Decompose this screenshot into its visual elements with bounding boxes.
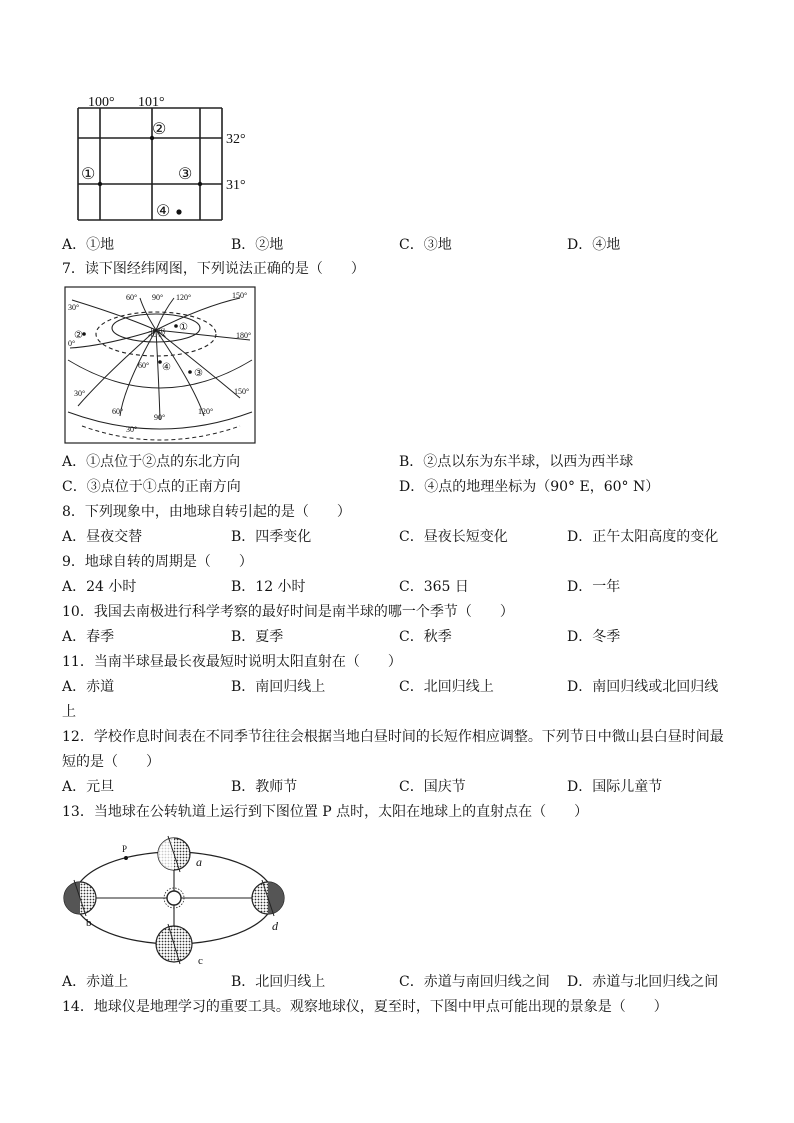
q8-option-d[interactable]: D．正午太阳高度的变化 xyxy=(567,529,719,545)
q11-option-b[interactable]: B．南回归线上 xyxy=(231,679,326,695)
q11-option-c[interactable]: C．北回归线上 xyxy=(399,679,494,695)
point-2-label: ② xyxy=(152,121,167,138)
q12-option-c[interactable]: C．国庆节 xyxy=(399,779,466,795)
q7-point-2-label: ② xyxy=(74,330,83,341)
q7-lon-label-150-top: 150° xyxy=(232,291,248,300)
q10-option-c[interactable]: C．秋季 xyxy=(399,629,452,645)
q6-option-a[interactable]: A．①地 xyxy=(62,237,115,253)
q6-option-c[interactable]: C．③地 xyxy=(399,237,452,253)
q12-option-a[interactable]: A．元旦 xyxy=(62,779,115,795)
q7-point-4-label: ④ xyxy=(162,362,171,373)
q7-option-c[interactable]: C．③点位于①点的正南方向 xyxy=(62,479,241,495)
q8-option-a[interactable]: A．昼夜交替 xyxy=(62,529,143,545)
q13-option-a[interactable]: A．赤道上 xyxy=(62,974,129,990)
lon-label-101: 101° xyxy=(138,95,165,110)
q7-option-b[interactable]: B．②点以东为东半球，以西为西半球 xyxy=(399,454,634,470)
earth-a-icon xyxy=(158,836,190,872)
point-3-dot xyxy=(198,182,202,186)
point-4-dot xyxy=(176,209,181,214)
q12-stem-line1: 12．学校作息时间表在不同季节往往会根据当地白昼时间的长短作相应调整。下列节日中微山县白昼时间最 xyxy=(62,729,724,745)
q7-polar-graticule-figure xyxy=(64,286,256,444)
q8-option-b[interactable]: B．四季变化 xyxy=(231,529,312,545)
q13-option-b[interactable]: B．北回归线上 xyxy=(231,974,326,990)
q11-stem: 11．当南半球昼最长夜最短时说明太阳直射在（ ） xyxy=(62,654,402,670)
label-d: d xyxy=(272,919,278,933)
q7-lon-label-150-bottom: 150° xyxy=(234,387,250,396)
q7-lat-label-30-left: 30° xyxy=(74,389,86,398)
q7-point-3-dot xyxy=(188,370,192,374)
point-p-dot xyxy=(124,856,128,860)
label-c: c xyxy=(198,955,203,967)
lat-label-31: 31° xyxy=(226,178,246,193)
q9-option-b[interactable]: B．12 小时 xyxy=(231,579,306,595)
q10-option-d[interactable]: D．冬季 xyxy=(567,629,621,645)
q7-lat-label-60: 60° xyxy=(138,361,150,370)
q12-stem-line2: 短的是（ ） xyxy=(62,754,160,770)
q11-option-a[interactable]: A．赤道 xyxy=(62,679,115,695)
q13-option-d[interactable]: D．赤道与北回归线之间 xyxy=(567,974,719,990)
label-b: b xyxy=(86,917,92,929)
q9-option-d[interactable]: D．一年 xyxy=(567,579,621,595)
q10-stem: 10．我国去南极进行科学考察的最好时间是南半球的哪一个季节（ ） xyxy=(62,604,514,620)
earth-c-icon xyxy=(156,924,192,964)
q7-stem: 7．读下图经纬网图，下列说法正确的是（ ） xyxy=(62,261,365,277)
q9-option-c[interactable]: C．365 日 xyxy=(399,579,469,595)
q7-lon-label-30-left: 30° xyxy=(68,303,80,312)
q13-stem: 13．当地球在公转轨道上运行到下图位置 P 点时，太阳在地球上的直射点在（ ） xyxy=(62,804,589,820)
q7-lon-label-180: 180° xyxy=(236,331,252,340)
earth-d-icon xyxy=(252,880,284,916)
q14-stem: 14．地球仪是地理学习的重要工具。观察地球仪，夏至时，下图中甲点可能出现的景象是（ ） xyxy=(62,999,668,1015)
sun-icon xyxy=(167,891,181,905)
q6-graticule-figure xyxy=(62,92,272,224)
lat-label-32: 32° xyxy=(226,132,246,147)
q9-stem: 9．地球自转的周期是（ ） xyxy=(62,554,253,570)
q11-option-d-wrap: 上 xyxy=(62,704,76,720)
q7-lon-label-60-top: 60° xyxy=(126,293,138,302)
q7-lat-label-0: 0° xyxy=(68,339,76,348)
q7-point-1-dot xyxy=(174,324,178,328)
q10-option-b[interactable]: B．夏季 xyxy=(231,629,284,645)
point-p-label: P xyxy=(122,844,128,854)
q7-lon-label-90-top: 90° xyxy=(152,293,164,302)
lon-label-100: 100° xyxy=(88,95,115,110)
q7-lon-label-90-bottom: 90° xyxy=(154,413,166,422)
earth-b-icon xyxy=(64,880,96,916)
point-3-label: ③ xyxy=(178,166,193,183)
q11-option-d[interactable]: D．南回归线或北回归线 xyxy=(567,679,719,695)
q7-lon-label-120-bottom: 120° xyxy=(198,407,214,416)
point-1-dot xyxy=(98,182,102,186)
q13-orbit-figure xyxy=(62,832,294,968)
q12-option-b[interactable]: B．教师节 xyxy=(231,779,298,795)
q7-option-d[interactable]: D．④点的地理坐标为（90° E，60° N） xyxy=(399,479,660,495)
q8-stem: 8．下列现象中，由地球自转引起的是（ ） xyxy=(62,504,351,520)
q7-lon-label-60-bottom: 60° xyxy=(112,407,124,416)
label-a: a xyxy=(196,855,202,869)
q13-option-c[interactable]: C．赤道与南回归线之间 xyxy=(399,974,550,990)
q12-option-d[interactable]: D．国际儿童节 xyxy=(567,779,663,795)
point-4-label: ④ xyxy=(156,203,171,220)
q7-point-3-label: ③ xyxy=(194,368,203,379)
point-1-label: ① xyxy=(81,166,96,183)
q7-option-a[interactable]: A．①点位于②点的东北方向 xyxy=(62,454,241,470)
q10-option-a[interactable]: A．春季 xyxy=(62,629,115,645)
q7-point-1-label: ① xyxy=(179,322,188,333)
q9-option-a[interactable]: A．24 小时 xyxy=(62,579,137,595)
q7-lon-label-120-top: 120° xyxy=(176,293,192,302)
q7-pole-label: 北极 xyxy=(148,328,167,338)
q6-option-b[interactable]: B．②地 xyxy=(231,237,284,253)
q6-option-d[interactable]: D．④地 xyxy=(567,237,621,253)
q7-lat-label-30-bottom: 30° xyxy=(126,425,138,434)
q8-option-c[interactable]: C．昼夜长短变化 xyxy=(399,529,508,545)
